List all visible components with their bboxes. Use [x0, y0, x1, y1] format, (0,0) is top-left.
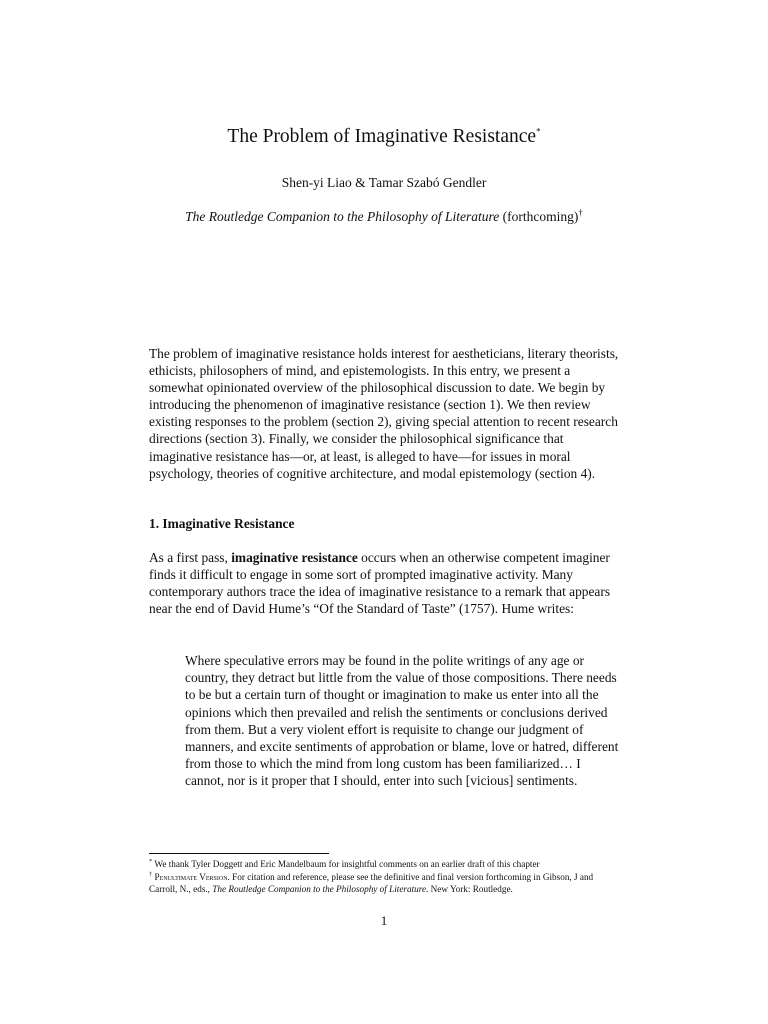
block-quote: Where speculative errors may be found in the polite writings of any age or country, they detract but little from the value of those compositions. There needs to be but a certain turn of thought or imagination to make us enter into all the opinions which then prevailed and relish the sentiments or conclusions derived from them. But a very violent effort is requisite to change our judgment of manners, and excite sentiments of approbation or blame, love or hatred, different from those to which the mind from long custom has been familiarized… I cannot, nor is it proper that I should, enter into such [vicious] sentiments.: [185, 653, 619, 789]
footnote-2-book: The Routledge Companion to the Philosophy of Literature: [212, 884, 427, 894]
footnote-1-mark: *: [149, 857, 153, 865]
footnote-1: [149, 858, 619, 871]
key-term: imaginative resistance: [231, 550, 358, 565]
footnotes: [149, 858, 619, 896]
footnote-2: [149, 871, 619, 896]
footnote-2-version: Penultimate Version: [152, 871, 228, 882]
venue-footnote-mark: †: [578, 207, 583, 218]
abstract-paragraph: The problem of imaginative resistance holds interest for aestheticians, literary theorists, ethicists, philosophers of mind, and epistemologists. In this entry, we present a somewhat opinionated overview of the philosophical discussion to date. We begin by introducing the phenomenon of imaginative resistance (section 1). We then review existing responses to the problem (section 2), giving special attention to recent research directions (section 3). Finally, we consider the philosophical significance that imaginative resistance has—or, at least, is alleged to have—for issues in moral psychology, theories of cognitive architecture, and modal epistemology (section 4).: [149, 346, 619, 481]
footnote-divider: [149, 853, 329, 854]
publication-venue: [0, 208, 768, 226]
intro-text-before: As a first pass,: [149, 550, 232, 565]
intro-text-after: occurs when an otherwise competent imaginer finds it difficult to engage in some sort of prompted imaginative activity. Many contemporary authors trace the idea of imaginative resistance to a remark that appears near the end of David Hume’s “Of the Standard of Taste” (1757). Hume writes:: [149, 550, 611, 617]
footnote-1-text: We thank Tyler Doggett and Eric Mandelbaum for insightful comments on an earlier draft of this chapter: [152, 859, 540, 869]
footnote-2-mark: †: [149, 870, 153, 878]
footnote-2-text-after: . New York: Routledge.: [426, 884, 513, 894]
venue-status: (forthcoming): [499, 209, 579, 224]
section-heading: 1. Imaginative Resistance: [149, 516, 295, 531]
paper-title: [0, 124, 768, 150]
venue-book-title: The Routledge Companion to the Philosophy of Literature: [185, 209, 500, 224]
paper-authors: Shen-yi Liao & Tamar Szabó Gendler: [281, 175, 487, 190]
footnote-2-text-before: . For citation and reference, please see the definitive and final version forthcoming in Gibson, J and Carroll, N., eds.,: [149, 871, 594, 894]
title-footnote-mark: *: [536, 126, 541, 137]
page-number: 1: [380, 913, 388, 928]
paper-title-text: The Problem of Imaginative Resistance: [227, 126, 537, 147]
intro-paragraph: [149, 549, 619, 617]
